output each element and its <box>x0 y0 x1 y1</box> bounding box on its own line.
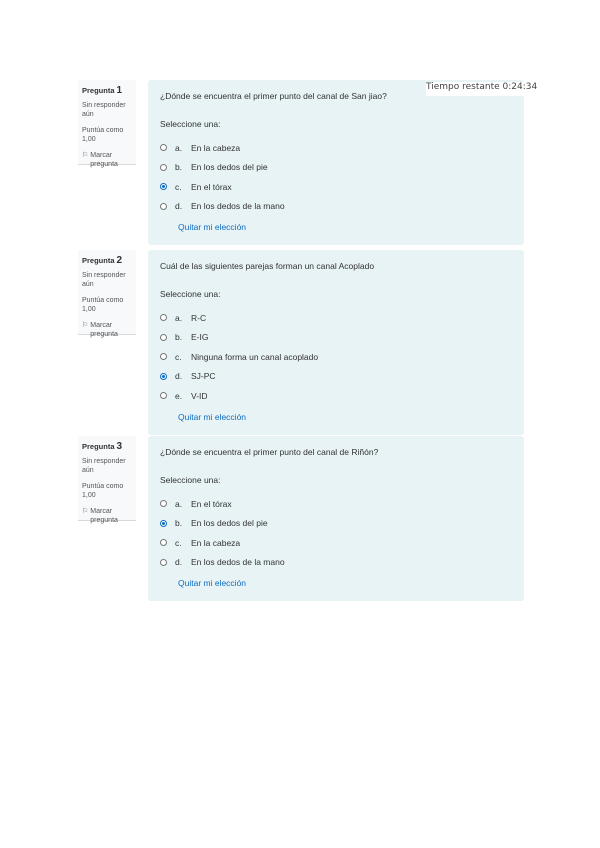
answer-option[interactable] <box>160 138 514 158</box>
radio-button[interactable] <box>160 183 167 190</box>
radio-button[interactable] <box>160 334 167 341</box>
question-info <box>78 436 136 524</box>
question-grade: Puntúa como 1,00 <box>82 483 124 499</box>
question-state: Sin responder aún <box>82 458 126 474</box>
answer-letter: d. <box>175 201 183 212</box>
clear-choice-link[interactable]: Quitar mi elección <box>178 578 247 588</box>
flag-label[interactable]: Marcar pregunta <box>90 322 118 338</box>
question-number <box>82 256 136 265</box>
answer-letter: c. <box>175 351 182 362</box>
answer-letter: a. <box>175 142 183 153</box>
question-text: ¿Dónde se encuentra el primer punto del canal de Riñón? <box>160 447 379 457</box>
radio-button[interactable] <box>160 144 167 151</box>
answer-option[interactable] <box>160 308 514 328</box>
answer-text: En la cabeza <box>191 142 241 153</box>
radio-button[interactable] <box>160 539 167 546</box>
flag-question[interactable] <box>82 151 136 169</box>
question-content <box>148 80 524 245</box>
answer-option[interactable] <box>160 386 514 406</box>
question-grade: Puntúa como 1,00 <box>82 127 124 143</box>
answer-option[interactable] <box>160 197 514 217</box>
question-content <box>148 250 524 435</box>
answer-letter: d. <box>175 557 183 568</box>
answer-option[interactable] <box>160 158 514 178</box>
answer-option[interactable] <box>160 367 514 387</box>
answer-text: En la cabeza <box>191 537 241 548</box>
answer-text: SJ-PC <box>191 371 216 382</box>
question-number <box>82 86 136 95</box>
answer-letter: e. <box>175 390 183 401</box>
radio-button[interactable] <box>160 203 167 210</box>
answer-list <box>160 138 514 216</box>
answer-option[interactable] <box>160 533 514 553</box>
radio-button[interactable] <box>160 392 167 399</box>
flag-icon[interactable]: ⚐ <box>82 322 89 329</box>
answer-option[interactable] <box>160 514 514 534</box>
answer-text: En los dedos del pie <box>191 518 268 529</box>
answer-letter: c. <box>175 181 182 192</box>
answer-option[interactable] <box>160 553 514 573</box>
answer-text: Ninguna forma un canal acoplado <box>191 351 319 362</box>
radio-button[interactable] <box>160 520 167 527</box>
answer-list <box>160 308 514 406</box>
answer-letter: c. <box>175 537 182 548</box>
answer-text: V-ID <box>191 390 208 401</box>
answer-text: En los dedos del pie <box>191 162 268 173</box>
flag-icon[interactable]: ⚐ <box>82 152 89 159</box>
answer-option[interactable] <box>160 177 514 197</box>
answer-prompt: Seleccione una: <box>160 475 221 485</box>
flag-question[interactable] <box>82 507 136 525</box>
clear-choice-link[interactable]: Quitar mi elección <box>178 411 247 422</box>
answer-letter: a. <box>175 312 183 323</box>
clear-choice-link[interactable]: Quitar mi elección <box>178 222 247 232</box>
answer-letter: b. <box>175 518 183 529</box>
radio-button[interactable] <box>160 559 167 566</box>
question-text: ¿Dónde se encuentra el primer punto del canal de San jiao? <box>160 91 387 101</box>
answer-letter: a. <box>175 498 183 509</box>
answer-letter: b. <box>175 332 183 343</box>
answer-option[interactable] <box>160 347 514 367</box>
answer-text: En el tórax <box>191 181 232 192</box>
question-num: 1 <box>116 85 123 96</box>
radio-button[interactable] <box>160 500 167 507</box>
flag-question[interactable] <box>82 321 136 339</box>
question-label: Pregunta <box>82 86 115 95</box>
answer-option[interactable] <box>160 328 514 348</box>
radio-button[interactable] <box>160 353 167 360</box>
answer-text: R-C <box>191 312 207 323</box>
flag-label[interactable]: Marcar pregunta <box>90 152 118 168</box>
question-content <box>148 436 524 601</box>
answer-prompt: Seleccione una: <box>160 289 221 299</box>
answer-letter: d. <box>175 371 183 382</box>
question-num: 3 <box>116 441 123 452</box>
question-state: Sin responder aún <box>82 272 126 288</box>
question-info <box>78 250 136 338</box>
timer: Tiempo restante 0:24:34 <box>426 82 526 96</box>
radio-button[interactable] <box>160 373 167 380</box>
question-num: 2 <box>116 255 123 266</box>
question-info <box>78 80 136 168</box>
answer-option[interactable] <box>160 494 514 514</box>
answer-text: En los dedos de la mano <box>191 201 285 212</box>
question-text: Cuál de las siguientes parejas forman un canal Acoplado <box>160 261 375 271</box>
question-number <box>82 442 136 451</box>
question-label: Pregunta <box>82 256 115 265</box>
answer-text: En los dedos de la mano <box>191 557 285 568</box>
answer-prompt: Seleccione una: <box>160 119 221 129</box>
flag-icon[interactable]: ⚐ <box>82 508 89 515</box>
answer-list <box>160 494 514 572</box>
radio-button[interactable] <box>160 314 167 321</box>
question-state: Sin responder aún <box>82 102 126 118</box>
question-label: Pregunta <box>82 442 115 451</box>
radio-button[interactable] <box>160 164 167 171</box>
answer-letter: b. <box>175 162 183 173</box>
answer-text: E-IG <box>191 332 209 343</box>
question-grade: Puntúa como 1,00 <box>82 297 124 313</box>
answer-text: En el tórax <box>191 498 232 509</box>
flag-label[interactable]: Marcar pregunta <box>90 508 118 524</box>
